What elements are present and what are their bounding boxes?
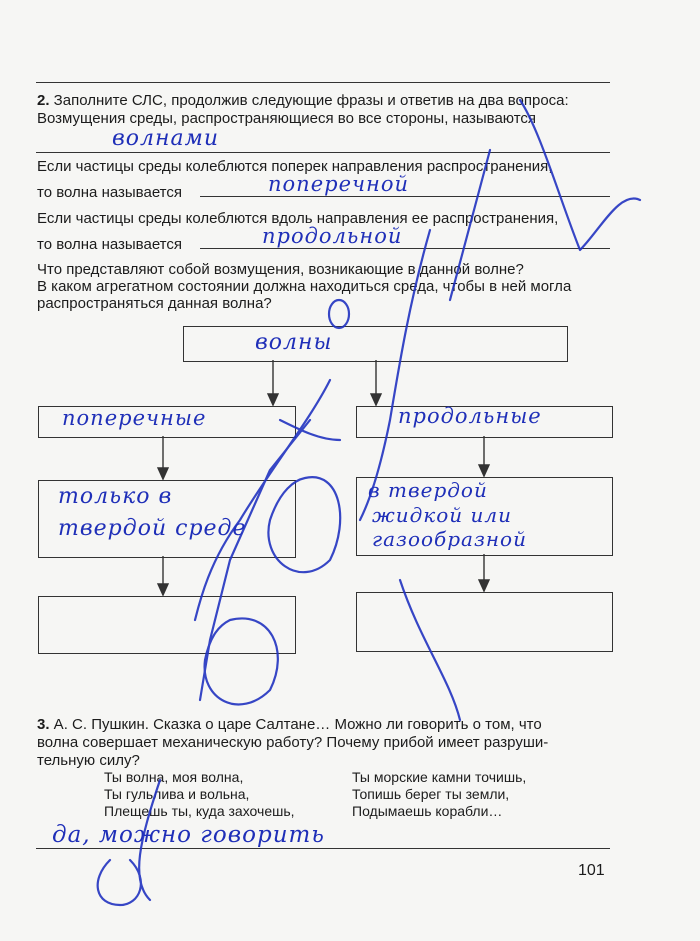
task3-answer: да, можно говорить bbox=[52, 822, 325, 848]
task2-number: 2. bbox=[37, 92, 50, 109]
poem-left-2: Ты гульлива и вольна, bbox=[104, 786, 250, 802]
task2-question1: Что представляют собой возмущения, возникающие в данной волне? bbox=[37, 261, 524, 278]
poem-right-1: Ты морские камни точишь, bbox=[352, 769, 527, 785]
poem-left-1: Ты волна, моя волна, bbox=[104, 769, 244, 785]
task3-number: 3. bbox=[37, 716, 50, 733]
task3-line3: тельную силу? bbox=[37, 752, 140, 769]
task2-line2: Если частицы среды колеблются поперек направления распространения, bbox=[37, 158, 553, 175]
poem-left-3: Плещешь ты, куда захочешь, bbox=[104, 803, 295, 819]
task2-question2: В каком агрегатном состоянии должна находиться среда, чтобы в ней могла bbox=[37, 278, 572, 295]
task3-line2: волна совершает механическую работу? Почему прибой имеет разруши- bbox=[37, 734, 549, 751]
diagram-right-mid-text: продольные bbox=[398, 404, 542, 428]
task2-line1: Возмущения среды, распространяющиеся во все стороны, называются bbox=[37, 110, 537, 127]
answer-longitudinal: продольной bbox=[262, 224, 403, 248]
answer-transverse: поперечной bbox=[268, 172, 410, 196]
poem-right-2: Топишь берег ты земли, bbox=[352, 786, 510, 802]
task2-prompt: Заполните СЛС, продолжив следующие фразы и ответив на два вопроса: bbox=[49, 92, 569, 109]
diagram-top-text: волны bbox=[255, 330, 333, 355]
task2-line4: Если частицы среды колеблются вдоль направления ее распространения, bbox=[37, 210, 559, 227]
diagram-right-bottom-text-2: жидкой или bbox=[372, 503, 513, 527]
task2-line3: то волна называется bbox=[37, 184, 182, 201]
poem-right-3: Подымаешь корабли… bbox=[352, 803, 503, 819]
diagram-right-bottom-text-3: газообразной bbox=[372, 527, 527, 551]
diagram-right-bottom-text-1: в твердой bbox=[368, 478, 488, 502]
diagram-left-bottom-text-1: только в bbox=[58, 484, 173, 509]
task2-line5: то волна называется bbox=[37, 236, 182, 253]
answer-waves: волнами bbox=[112, 126, 220, 151]
task2-question3: распространяться данная волна? bbox=[37, 295, 272, 312]
diagram-left-mid-text: поперечные bbox=[62, 406, 207, 430]
task3-line1: А. С. Пушкин. Сказка о царе Салтане… Можно ли говорить о том, что bbox=[49, 716, 542, 733]
diagram-left-bottom-text-2: твердой среде bbox=[58, 516, 247, 541]
page-number: 101 bbox=[578, 862, 605, 879]
